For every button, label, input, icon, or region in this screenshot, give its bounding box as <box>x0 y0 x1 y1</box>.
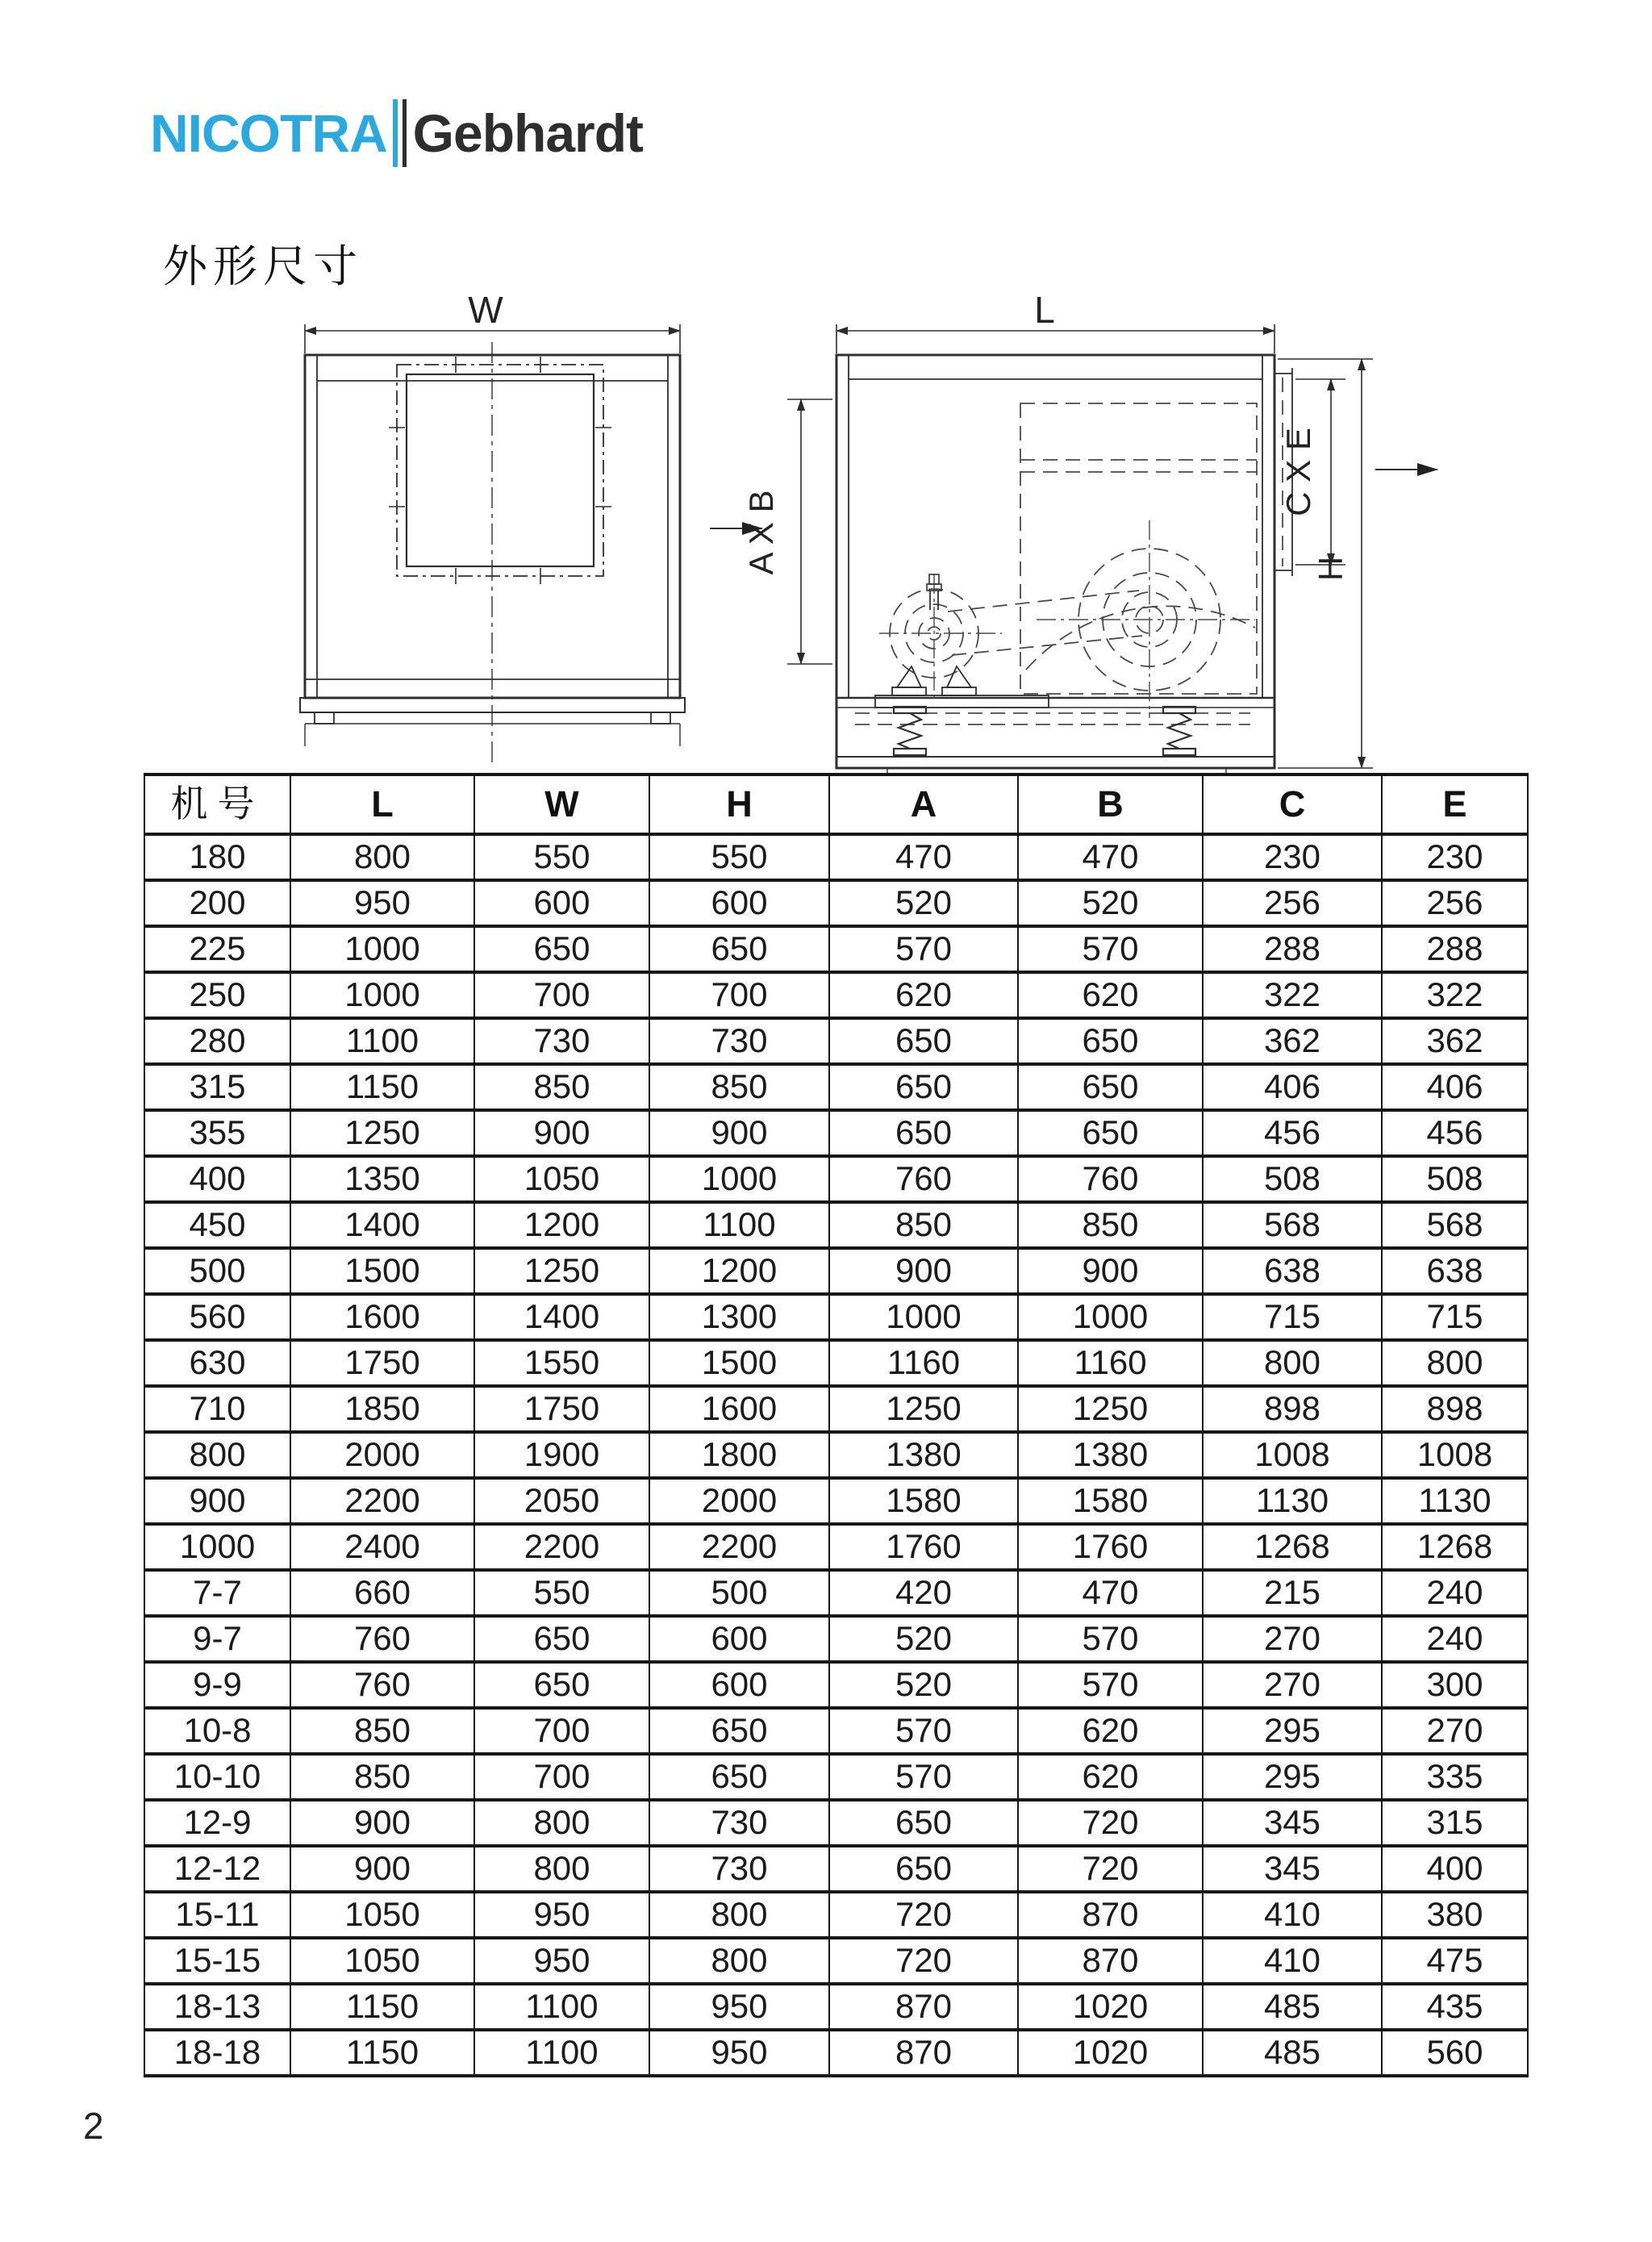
dimension-cell: 1250 <box>290 1110 474 1156</box>
dimension-cell: 520 <box>829 1616 1018 1662</box>
dimension-cell: 1200 <box>474 1202 649 1248</box>
dimension-cell: 550 <box>649 834 829 880</box>
dimension-cell: 240 <box>1382 1570 1528 1616</box>
dimension-cell: 568 <box>1382 1202 1528 1248</box>
dimension-cell: 485 <box>1203 1984 1382 2030</box>
dimension-cell: 650 <box>829 1846 1018 1892</box>
side-view-drawing <box>710 324 1437 774</box>
model-cell: 1000 <box>144 1524 290 1570</box>
table-row <box>144 1938 1528 1984</box>
dimension-cell: 760 <box>1018 1156 1203 1202</box>
dimension-cell: 1020 <box>1018 1984 1203 2030</box>
dimension-cell: 850 <box>1018 1202 1203 1248</box>
dimension-cell: 1600 <box>649 1386 829 1432</box>
model-cell: 710 <box>144 1386 290 1432</box>
dimension-cell: 950 <box>649 2030 829 2076</box>
model-cell: 900 <box>144 1478 290 1524</box>
dimension-cell: 1160 <box>829 1340 1018 1386</box>
dimension-cell: 650 <box>474 926 649 972</box>
model-cell: 12-12 <box>144 1846 290 1892</box>
dimension-cell: 1100 <box>290 1018 474 1064</box>
dimension-cell: 288 <box>1382 926 1528 972</box>
model-cell: 450 <box>144 1202 290 1248</box>
dimension-cell: 1600 <box>290 1294 474 1340</box>
dimension-cell: 435 <box>1382 1984 1528 2030</box>
dimension-cell: 230 <box>1382 834 1528 880</box>
model-cell: 400 <box>144 1156 290 1202</box>
table-row <box>144 880 1528 926</box>
dimension-cell: 560 <box>1382 2030 1528 2076</box>
dimension-cell: 1250 <box>829 1386 1018 1432</box>
dimension-cell: 470 <box>829 834 1018 880</box>
dimension-cell: 380 <box>1382 1892 1528 1938</box>
side-view-inlet-label: A X B <box>742 490 780 575</box>
dimension-cell: 730 <box>649 1846 829 1892</box>
dimension-cell: 730 <box>649 1018 829 1064</box>
dimension-cell: 760 <box>290 1616 474 1662</box>
dimension-cell: 650 <box>829 1110 1018 1156</box>
dimension-cell: 1550 <box>474 1340 649 1386</box>
model-cell: 18-18 <box>144 2030 290 2076</box>
dimension-cell: 240 <box>1382 1616 1528 1662</box>
dimension-cell: 700 <box>649 972 829 1018</box>
dimension-cell: 1750 <box>474 1386 649 1432</box>
page-title: 外形尺寸 <box>163 241 364 291</box>
dimension-cell: 800 <box>290 834 474 880</box>
dimension-cell: 270 <box>1382 1708 1528 1754</box>
dimension-cell: 650 <box>474 1662 649 1708</box>
dimension-cell: 1760 <box>1018 1524 1203 1570</box>
model-cell: 9-7 <box>144 1616 290 1662</box>
dimension-cell: 295 <box>1203 1754 1382 1800</box>
model-cell: 9-9 <box>144 1662 290 1708</box>
header-L: L <box>290 774 474 834</box>
dimension-cell: 1130 <box>1203 1478 1382 1524</box>
dimension-cell: 456 <box>1382 1110 1528 1156</box>
dimension-cell: 475 <box>1382 1938 1528 1984</box>
dimension-cell: 1300 <box>649 1294 829 1340</box>
dimension-cell: 620 <box>1018 972 1203 1018</box>
dimension-cell: 600 <box>649 1662 829 1708</box>
table-row <box>144 1248 1528 1294</box>
table-row <box>144 1110 1528 1156</box>
dimension-cell: 870 <box>829 2030 1018 2076</box>
dimension-cell: 730 <box>649 1800 829 1846</box>
dimension-cell: 898 <box>1382 1386 1528 1432</box>
dimension-cell: 638 <box>1203 1248 1382 1294</box>
dimension-cell: 650 <box>649 1708 829 1754</box>
dimension-cell: 1500 <box>290 1248 474 1294</box>
header-B: B <box>1018 774 1203 834</box>
dimension-cell: 870 <box>1018 1892 1203 1938</box>
table-row <box>144 1616 1528 1662</box>
table-row <box>144 1524 1528 1570</box>
dimension-cell: 760 <box>290 1662 474 1708</box>
dimension-cell: 900 <box>1018 1248 1203 1294</box>
dimension-cell: 1008 <box>1203 1432 1382 1478</box>
brand-logo <box>150 103 644 163</box>
dimension-cell: 620 <box>1018 1708 1203 1754</box>
dimension-cell: 1500 <box>649 1340 829 1386</box>
dimension-cell: 550 <box>474 834 649 880</box>
dimension-cell: 850 <box>290 1754 474 1800</box>
dimension-cell: 362 <box>1203 1018 1382 1064</box>
dimension-cell: 1750 <box>290 1340 474 1386</box>
dimension-cell: 800 <box>649 1892 829 1938</box>
header-C: C <box>1203 774 1382 834</box>
dimension-cell: 1100 <box>474 1984 649 2030</box>
dimension-cell: 638 <box>1382 1248 1528 1294</box>
dimension-cell: 1008 <box>1382 1432 1528 1478</box>
dimension-cell: 650 <box>1018 1110 1203 1156</box>
dimension-cell: 720 <box>1018 1800 1203 1846</box>
model-cell: 7-7 <box>144 1570 290 1616</box>
dimension-cell: 2200 <box>290 1478 474 1524</box>
dimension-cell: 1000 <box>1018 1294 1203 1340</box>
dimension-cell: 570 <box>1018 1616 1203 1662</box>
table-row <box>144 2030 1528 2076</box>
dimension-cell: 1380 <box>1018 1432 1203 1478</box>
header-E: E <box>1382 774 1528 834</box>
model-cell: 355 <box>144 1110 290 1156</box>
dimension-cell: 2000 <box>290 1432 474 1478</box>
dimension-cell: 470 <box>1018 834 1203 880</box>
model-cell: 250 <box>144 972 290 1018</box>
dimension-cell: 570 <box>829 1754 1018 1800</box>
dimension-cell: 2400 <box>290 1524 474 1570</box>
model-cell: 10-10 <box>144 1754 290 1800</box>
dimension-cell: 520 <box>1018 880 1203 926</box>
side-view-outlet-label: C X E <box>1279 428 1317 516</box>
dimension-cell: 850 <box>290 1708 474 1754</box>
dimension-cell: 362 <box>1382 1018 1528 1064</box>
dimension-cell: 1268 <box>1203 1524 1382 1570</box>
dimension-cell: 620 <box>829 972 1018 1018</box>
dimension-cell: 500 <box>649 1570 829 1616</box>
side-view-length-label: L <box>1034 290 1055 331</box>
model-cell: 315 <box>144 1064 290 1110</box>
dimension-cell: 900 <box>649 1110 829 1156</box>
front-view-drawing <box>300 324 685 762</box>
dimension-cell: 850 <box>649 1064 829 1110</box>
dimension-cell: 1250 <box>474 1248 649 1294</box>
header-H: H <box>649 774 829 834</box>
dimension-cell: 850 <box>829 1202 1018 1248</box>
model-cell: 15-11 <box>144 1892 290 1938</box>
dimension-cell: 1000 <box>290 926 474 972</box>
side-view-height-label: H <box>1312 556 1350 582</box>
dimension-cell: 950 <box>290 880 474 926</box>
dimension-cell: 520 <box>829 880 1018 926</box>
dimension-cell: 700 <box>474 1754 649 1800</box>
dimension-cell: 950 <box>474 1892 649 1938</box>
table-row <box>144 1202 1528 1248</box>
dimension-cell: 1150 <box>290 1984 474 2030</box>
model-cell: 800 <box>144 1432 290 1478</box>
dimension-cell: 1800 <box>649 1432 829 1478</box>
table-row <box>144 1432 1528 1478</box>
dimension-cell: 550 <box>474 1570 649 1616</box>
dimension-cell: 300 <box>1382 1662 1528 1708</box>
table-row <box>144 1892 1528 1938</box>
dimension-cell: 650 <box>829 1800 1018 1846</box>
dimension-cell: 720 <box>1018 1846 1203 1892</box>
dimension-cell: 315 <box>1382 1800 1528 1846</box>
dimension-cell: 950 <box>649 1984 829 2030</box>
table-row <box>144 1478 1528 1524</box>
table-row <box>144 834 1528 880</box>
model-cell: 12-9 <box>144 1800 290 1846</box>
dimension-cell: 230 <box>1203 834 1382 880</box>
table-row <box>144 1340 1528 1386</box>
model-cell: 280 <box>144 1018 290 1064</box>
dimension-cell: 870 <box>1018 1938 1203 1984</box>
dimension-cell: 485 <box>1203 2030 1382 2076</box>
dimension-cell: 215 <box>1203 1570 1382 1616</box>
dimension-cell: 800 <box>1203 1340 1382 1386</box>
table-body <box>144 834 1528 2076</box>
dimension-cell: 898 <box>1203 1386 1382 1432</box>
dimension-cell: 2050 <box>474 1478 649 1524</box>
logo-separator-blue <box>393 99 398 167</box>
table-row <box>144 1294 1528 1340</box>
model-cell: 500 <box>144 1248 290 1294</box>
dimension-cell: 508 <box>1203 1156 1382 1202</box>
dimension-cell: 400 <box>1382 1846 1528 1892</box>
logo-separator-black <box>403 99 407 167</box>
dimension-cell: 508 <box>1382 1156 1528 1202</box>
dimension-cell: 730 <box>474 1018 649 1064</box>
dimension-cell: 1850 <box>290 1386 474 1432</box>
brand-primary-text: NICOTRA <box>150 103 387 163</box>
dimension-cell: 800 <box>474 1800 649 1846</box>
dimension-cell: 650 <box>1018 1064 1203 1110</box>
dimensions-table <box>144 773 1529 2077</box>
model-cell: 18-13 <box>144 1984 290 2030</box>
dimension-cell: 345 <box>1203 1800 1382 1846</box>
dimension-cell: 720 <box>829 1938 1018 1984</box>
dimension-cell: 650 <box>1018 1018 1203 1064</box>
dimension-cell: 520 <box>829 1662 1018 1708</box>
dimension-cell: 900 <box>474 1110 649 1156</box>
dimension-cell: 2000 <box>649 1478 829 1524</box>
dimension-cell: 600 <box>649 1616 829 1662</box>
dimension-cell: 650 <box>649 926 829 972</box>
dimension-cell: 900 <box>290 1800 474 1846</box>
model-cell: 15-15 <box>144 1938 290 1984</box>
dimension-cell: 1580 <box>1018 1478 1203 1524</box>
dimension-cell: 1380 <box>829 1432 1018 1478</box>
dimension-cell: 1160 <box>1018 1340 1203 1386</box>
dimension-cell: 600 <box>649 880 829 926</box>
dimension-cell: 410 <box>1203 1938 1382 1984</box>
dimension-cell: 1050 <box>290 1892 474 1938</box>
dimension-cell: 870 <box>829 1984 1018 2030</box>
dimension-cell: 406 <box>1382 1064 1528 1110</box>
dimension-cell: 1760 <box>829 1524 1018 1570</box>
table-row <box>144 1984 1528 2030</box>
dimension-cell: 1350 <box>290 1156 474 1202</box>
dimension-cell: 1100 <box>649 1202 829 1248</box>
dimension-cell: 570 <box>1018 1662 1203 1708</box>
dimension-cell: 1250 <box>1018 1386 1203 1432</box>
dimension-cell: 270 <box>1203 1662 1382 1708</box>
dimension-cell: 1580 <box>829 1478 1018 1524</box>
dimension-cell: 1050 <box>290 1938 474 1984</box>
brand-secondary-text: Gebhardt <box>412 103 644 163</box>
front-view-width-label: W <box>468 290 503 331</box>
dimension-cell: 700 <box>474 1708 649 1754</box>
dimension-cell: 660 <box>290 1570 474 1616</box>
dimension-cell: 1000 <box>829 1294 1018 1340</box>
dimension-cell: 410 <box>1203 1892 1382 1938</box>
table-row <box>144 926 1528 972</box>
dimension-cell: 570 <box>1018 926 1203 972</box>
dimension-cell: 760 <box>829 1156 1018 1202</box>
dimension-cell: 295 <box>1203 1708 1382 1754</box>
table-row <box>144 1662 1528 1708</box>
dimension-cell: 406 <box>1203 1064 1382 1110</box>
dimension-cell: 470 <box>1018 1570 1203 1616</box>
table-row <box>144 972 1528 1018</box>
dimension-cell: 620 <box>1018 1754 1203 1800</box>
dimension-cell: 715 <box>1382 1294 1528 1340</box>
dimension-cell: 1150 <box>290 1064 474 1110</box>
dimension-cell: 1000 <box>290 972 474 1018</box>
dimension-cell: 1268 <box>1382 1524 1528 1570</box>
dimension-cell: 256 <box>1382 880 1528 926</box>
dimension-cell: 1020 <box>1018 2030 1203 2076</box>
model-cell: 225 <box>144 926 290 972</box>
dimension-cell: 570 <box>829 1708 1018 1754</box>
dimension-cell: 2200 <box>474 1524 649 1570</box>
dimension-cell: 650 <box>474 1616 649 1662</box>
dimension-cell: 720 <box>829 1892 1018 1938</box>
dimension-cell: 345 <box>1203 1846 1382 1892</box>
dimension-drawings <box>0 290 1652 774</box>
dimension-cell: 850 <box>474 1064 649 1110</box>
model-cell: 10-8 <box>144 1708 290 1754</box>
dimension-cell: 1400 <box>474 1294 649 1340</box>
dimension-cell: 950 <box>474 1938 649 1984</box>
header-W: W <box>474 774 649 834</box>
dimension-cell: 800 <box>649 1938 829 1984</box>
dimension-cell: 568 <box>1203 1202 1382 1248</box>
dimension-cell: 288 <box>1203 926 1382 972</box>
dimension-cell: 650 <box>649 1754 829 1800</box>
model-cell: 630 <box>144 1340 290 1386</box>
model-cell: 560 <box>144 1294 290 1340</box>
model-cell: 180 <box>144 834 290 880</box>
table-row <box>144 1708 1528 1754</box>
dimension-cell: 570 <box>829 926 1018 972</box>
page-number: 2 <box>83 2105 104 2147</box>
dimension-cell: 1150 <box>290 2030 474 2076</box>
table-row <box>144 1800 1528 1846</box>
dimension-cell: 715 <box>1203 1294 1382 1340</box>
dimension-cell: 900 <box>829 1248 1018 1294</box>
dimension-cell: 1900 <box>474 1432 649 1478</box>
dimension-cell: 335 <box>1382 1754 1528 1800</box>
dimension-cell: 800 <box>1382 1340 1528 1386</box>
dimension-cell: 456 <box>1203 1110 1382 1156</box>
dimension-cell: 2200 <box>649 1524 829 1570</box>
dimension-cell: 1130 <box>1382 1478 1528 1524</box>
table-row <box>144 1064 1528 1110</box>
table-row <box>144 1570 1528 1616</box>
dimension-cell: 800 <box>474 1846 649 1892</box>
table-row <box>144 1846 1528 1892</box>
header-A: A <box>829 774 1018 834</box>
dimension-cell: 1100 <box>474 2030 649 2076</box>
model-cell: 200 <box>144 880 290 926</box>
dimension-cell: 1400 <box>290 1202 474 1248</box>
dimension-drawing-svg <box>0 290 1652 774</box>
table-row <box>144 1156 1528 1202</box>
dimension-cell: 1050 <box>474 1156 649 1202</box>
header-model: 机号 <box>144 774 290 834</box>
table-row <box>144 1018 1528 1064</box>
dimension-cell: 900 <box>290 1846 474 1892</box>
dimension-cell: 600 <box>474 880 649 926</box>
dimension-cell: 1200 <box>649 1248 829 1294</box>
table-header-row <box>144 774 1528 834</box>
dimension-cell: 700 <box>474 972 649 1018</box>
table-row <box>144 1386 1528 1432</box>
dimension-cell: 322 <box>1382 972 1528 1018</box>
dimension-cell: 322 <box>1203 972 1382 1018</box>
dimension-cell: 420 <box>829 1570 1018 1616</box>
dimension-cell: 650 <box>829 1018 1018 1064</box>
table-row <box>144 1754 1528 1800</box>
dimension-cell: 256 <box>1203 880 1382 926</box>
dimension-cell: 1000 <box>649 1156 829 1202</box>
dimension-cell: 650 <box>829 1064 1018 1110</box>
dimension-cell: 270 <box>1203 1616 1382 1662</box>
